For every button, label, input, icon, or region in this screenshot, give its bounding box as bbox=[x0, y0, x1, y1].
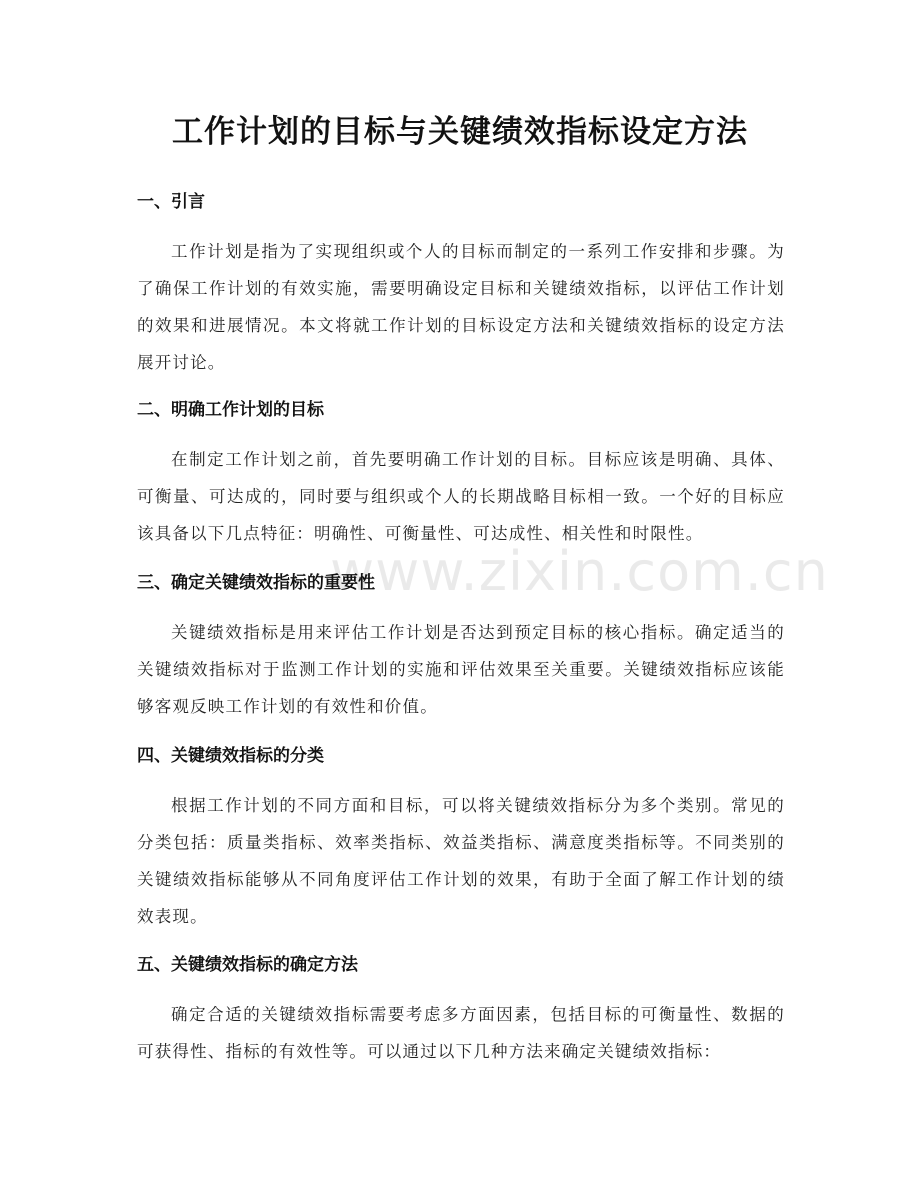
section-heading-kpi-classification: 四、关键绩效指标的分类 bbox=[137, 746, 324, 766]
page-title: 工作计划的目标与关键绩效指标设定方法 bbox=[172, 114, 748, 150]
section-heading-introduction: 一、引言 bbox=[137, 192, 205, 212]
section-paragraph-introduction: 工作计划是指为了实现组织或个人的目标而制定的一系列工作安排和步骤。为了确保工作计划的有效实施，需要明确设定目标和关键绩效指标，以评估工作计划的效果和进展情况。本文将就工作计划的目标设定方法和关键绩效指标的设定方法展开讨论。 bbox=[137, 242, 785, 372]
section-heading-kpi-importance: 三、确定关键绩效指标的重要性 bbox=[137, 573, 375, 593]
section-paragraph-kpi-methods: 确定合适的关键绩效指标需要考虑多方面因素，包括目标的可衡量性、数据的可获得性、指标的有效性等。可以通过以下几种方法来确定关键绩效指标： bbox=[137, 1005, 785, 1061]
section-paragraph-define-goals: 在制定工作计划之前，首先要明确工作计划的目标。目标应该是明确、具体、可衡量、可达成的，同时要与组织或个人的长期战略目标相一致。一个好的目标应该具备以下几点特征：明确性、可衡量性、可达成性、相关性和时限性。 bbox=[137, 450, 785, 543]
section-heading-define-goals: 二、明确工作计划的目标 bbox=[137, 400, 324, 420]
section-heading-kpi-methods: 五、关键绩效指标的确定方法 bbox=[137, 955, 358, 975]
section-paragraph-kpi-classification: 根据工作计划的不同方面和目标，可以将关键绩效指标分为多个类别。常见的分类包括：质量类指标、效率类指标、效益类指标、满意度类指标等。不同类别的关键绩效指标能够从不同角度评估工作计划的效果，有助于全面了解工作计划的绩效表现。 bbox=[137, 796, 785, 926]
watermark: www.zixin.com.cn bbox=[330, 540, 829, 603]
section-paragraph-kpi-importance: 关键绩效指标是用来评估工作计划是否达到预定目标的核心指标。确定适当的关键绩效指标对于监测工作计划的实施和评估效果至关重要。关键绩效指标应该能够客观反映工作计划的有效性和价值。 bbox=[137, 623, 785, 716]
